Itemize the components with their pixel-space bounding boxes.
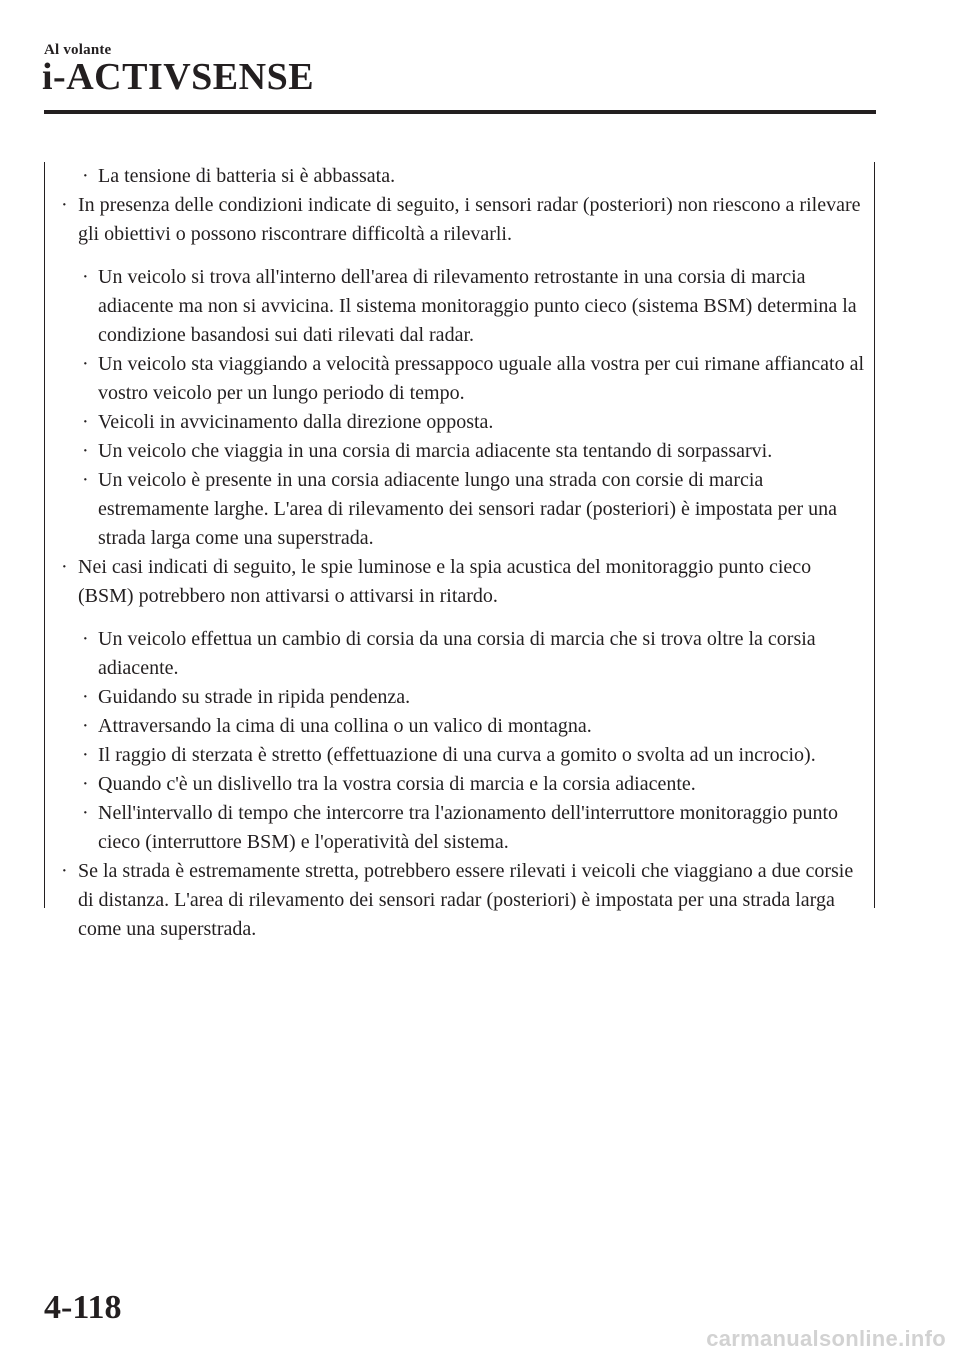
list-item-text: Guidando su strade in ripida pendenza. <box>98 686 411 708</box>
bullet-icon: · <box>82 469 89 491</box>
bullet-icon: · <box>82 802 89 824</box>
list-item <box>56 712 864 741</box>
list-item <box>56 857 864 944</box>
list-item <box>56 625 864 683</box>
bullet-icon: · <box>82 411 89 433</box>
bullet-icon: · <box>82 715 89 737</box>
list-item-text: Quando c'è un dislivello tra la vostra corsia di marcia e la corsia adiacente. <box>98 773 696 795</box>
list-item <box>56 437 864 466</box>
page-number: 4-118 <box>44 1289 122 1326</box>
list-item <box>56 770 864 799</box>
list-item <box>56 263 864 350</box>
chapter-label: Al volante <box>44 42 112 58</box>
bullet-icon: · <box>82 440 89 462</box>
body-text <box>56 162 864 944</box>
watermark: carmanualsonline.info <box>706 1326 946 1351</box>
bullet-icon: · <box>61 860 68 882</box>
bullet-icon: · <box>82 744 89 766</box>
list-item <box>56 741 864 770</box>
bullet-icon: · <box>61 556 68 578</box>
list-item-text: Un veicolo effettua un cambio di corsia da una corsia di marcia che si trova oltre la corsia adiacente. <box>98 628 816 679</box>
list-item-text: Veicoli in avvicinamento dalla direzione opposta. <box>98 411 494 433</box>
bullet-icon: · <box>82 686 89 708</box>
bullet-icon: · <box>82 353 89 375</box>
list-item <box>56 799 864 857</box>
list-item <box>56 191 864 249</box>
left-margin-rule <box>44 162 45 908</box>
list-item <box>56 683 864 712</box>
list-item-text: Un veicolo sta viaggiando a velocità pressappoco uguale alla vostra per cui rimane affiancato al vostro veicolo per un lungo periodo di tempo. <box>98 353 864 404</box>
list-item <box>56 162 864 191</box>
bullet-icon: · <box>61 194 68 216</box>
right-margin-rule <box>874 162 875 908</box>
list-item <box>56 350 864 408</box>
page-title: i-ACTIVSENSE <box>42 56 315 98</box>
bullet-icon: · <box>82 628 89 650</box>
list-item-text: Nei casi indicati di seguito, le spie luminose e la spia acustica del monitoraggio punto cieco (BSM) potrebbero non attivarsi o attivarsi in ritardo. <box>78 556 812 607</box>
bullet-icon: · <box>82 773 89 795</box>
list-item-text: Attraversando la cima di una collina o un valico di montagna. <box>98 715 592 737</box>
list-item-text: La tensione di batteria si è abbassata. <box>98 165 396 187</box>
list-item <box>56 466 864 553</box>
list-item-text: Un veicolo si trova all'interno dell'area di rilevamento retrostante in una corsia di marcia adiacente ma non si avvicina. Il sistema monitoraggio punto cieco (sistema BSM) determina la condizione basandosi sui dati rilevati dal radar. <box>98 266 857 346</box>
list-item <box>56 553 864 611</box>
list-item-text: Se la strada è estremamente stretta, potrebbero essere rilevati i veicoli che viaggiano a due corsie di distanza. L'area di rilevamento dei sensori radar (posteriori) è impostata per una strada larga come una superstrada. <box>78 860 854 940</box>
list-item-text: Un veicolo è presente in una corsia adiacente lungo una strada con corsie di marcia estremamente larghe. L'area di rilevamento dei sensori radar (posteriori) è impostata per una strada larga come una superstrada. <box>98 469 838 549</box>
title-divider <box>44 110 876 114</box>
bullet-icon: · <box>82 165 89 187</box>
bullet-icon: · <box>82 266 89 288</box>
list-item-text: In presenza delle condizioni indicate di seguito, i sensori radar (posteriori) non riescono a rilevare gli obiettivi o possono riscontrare difficoltà a rilevarli. <box>78 194 861 245</box>
list-item <box>56 408 864 437</box>
list-item-text: Un veicolo che viaggia in una corsia di marcia adiacente sta tentando di sorpassarvi. <box>98 440 773 462</box>
list-item-text: Il raggio di sterzata è stretto (effettuazione di una curva a gomito o svolta ad un incrocio). <box>98 744 816 766</box>
list-item-text: Nell'intervallo di tempo che intercorre tra l'azionamento dell'interruttore monitoraggio punto cieco (interruttore BSM) e l'operatività del sistema. <box>98 802 839 853</box>
